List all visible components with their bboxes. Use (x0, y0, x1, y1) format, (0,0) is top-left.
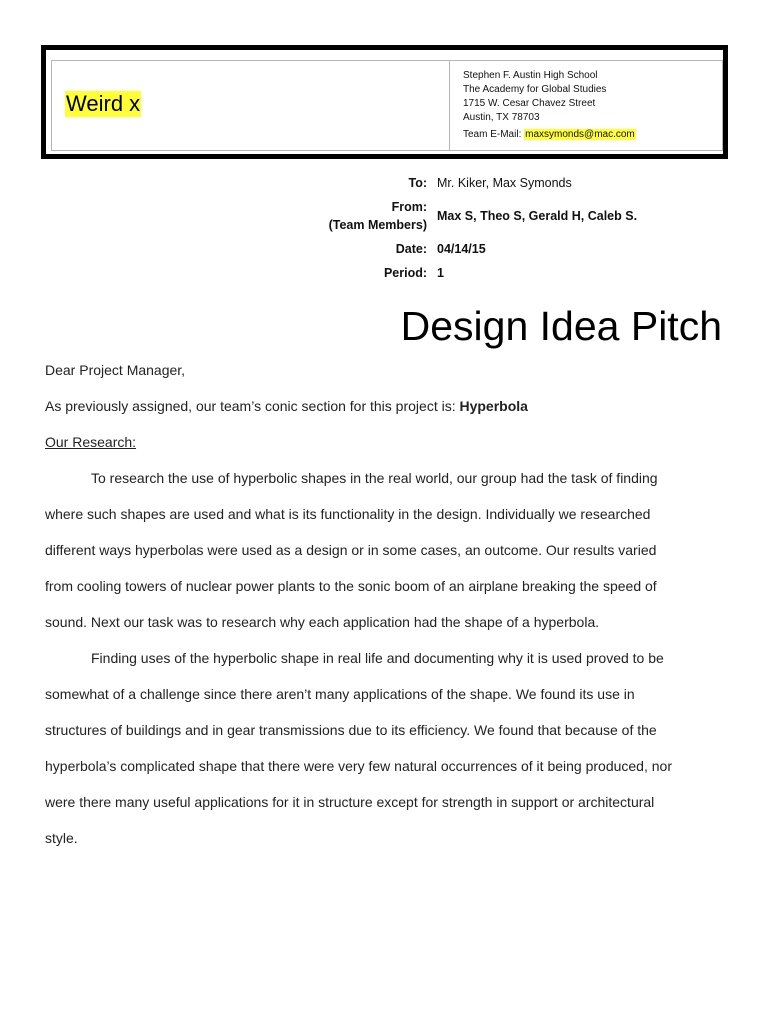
team-name-cell (52, 61, 450, 150)
memo-date-row (300, 240, 740, 258)
team-members-label: (Team Members) (328, 218, 427, 232)
period-value: 1 (437, 266, 444, 280)
assigned-text: As previously assigned, our team’s conic section for this project is: (45, 398, 456, 414)
to-value: Mr. Kiker, Max Symonds (437, 176, 572, 190)
team-name: Weird x (66, 91, 141, 116)
date-label: Date: (395, 242, 427, 256)
team-email-row (463, 128, 636, 142)
paragraph-findings (45, 640, 725, 856)
paragraph-line: were there many useful applications for it in structure except for strength in support or architectural (45, 794, 655, 810)
letterhead-table (51, 60, 723, 151)
memo-header (300, 174, 740, 288)
paragraph-line: where such shapes are used and what is its functionality in the design. Individually we researched (45, 506, 651, 522)
paragraph-research (45, 460, 725, 640)
paragraph-line: different ways hyperbolas were used as a design or in some cases, an outcome. Our results varied (45, 542, 657, 558)
paragraph-line: To research the use of hyperbolic shapes in the real world, our group had the task of finding (91, 470, 658, 486)
period-label: Period: (383, 266, 427, 280)
to-label: To: (408, 176, 427, 190)
paragraph-line: from cooling towers of nuclear power plants to the sonic boom of an airplane breaking the speed of (45, 578, 657, 594)
team-email-label: Team E-Mail: (463, 129, 522, 140)
salutation: Dear Project Manager, (45, 362, 186, 378)
school-address-block (450, 61, 636, 150)
team-email-link[interactable]: maxsymonds@mac.com (525, 129, 635, 140)
from-value: Max S, Theo S, Gerald H, Caleb S. (437, 209, 638, 223)
from-label: From: (391, 200, 427, 214)
conic-section-value: Hyperbola (459, 398, 528, 414)
from-label-block (300, 198, 437, 234)
letter-body (45, 352, 725, 856)
memo-from-row (300, 198, 740, 234)
memo-to-row (300, 174, 740, 192)
school-name: Stephen F. Austin High School (463, 70, 598, 81)
paragraph-line: structures of buildings and in gear transmissions due to its efficiency. We found that because of the (45, 722, 657, 738)
date-value: 04/14/15 (437, 242, 486, 256)
city-state-zip: Austin, TX 78703 (463, 112, 540, 123)
document-title: Design Idea Pitch (400, 303, 722, 349)
assigned-line (45, 388, 725, 424)
paragraph-line: somewhat of a challenge since there aren’t many applications of the shape. We found its use in (45, 686, 635, 702)
memo-period-row (300, 264, 740, 282)
street-address: 1715 W. Cesar Chavez Street (463, 98, 596, 109)
paragraph-line: style. (45, 830, 78, 846)
academy-name: The Academy for Global Studies (463, 84, 607, 95)
letterhead-box (41, 45, 728, 159)
research-heading: Our Research: (45, 434, 137, 450)
paragraph-line: Finding uses of the hyperbolic shape in real life and documenting why it is used proved to be (91, 650, 664, 666)
paragraph-line: sound. Next our task was to research why each application had the shape of a hyperbola. (45, 614, 600, 630)
paragraph-line: hyperbola’s complicated shape that there were very few natural occurrences of it being produced, nor (45, 758, 672, 774)
